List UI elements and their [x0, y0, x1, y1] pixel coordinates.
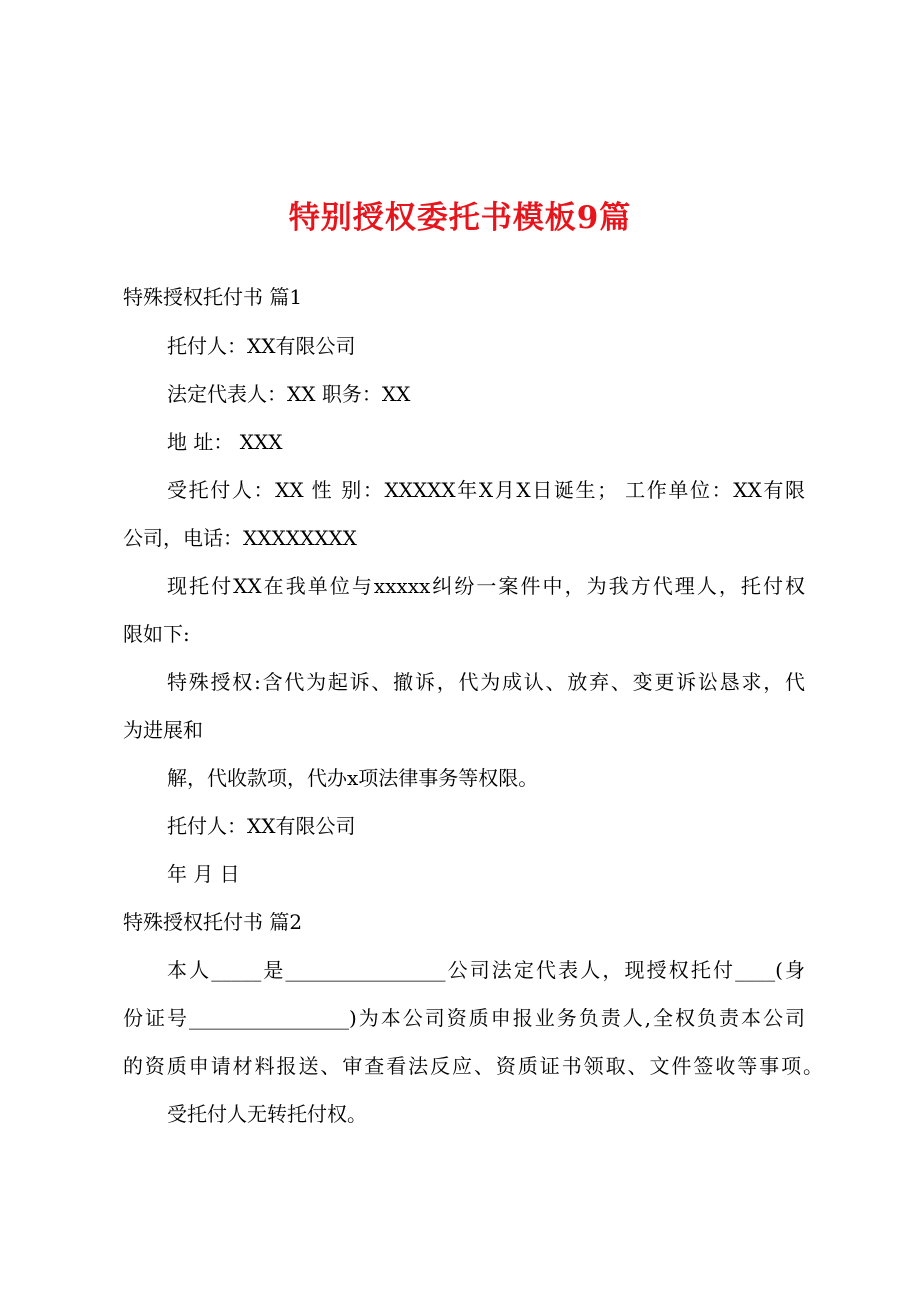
paragraph-line: 地 址： XXX	[167, 430, 283, 454]
section-heading-2: 特殊授权托付书 篇2	[123, 910, 303, 934]
paragraph-line: 受托付人无转托付权。	[167, 1102, 367, 1126]
paragraph-line: 为进展和	[123, 718, 203, 742]
section-heading-1: 特殊授权托付书 篇1	[123, 285, 303, 309]
document-title: 特别授权委托书模板9篇	[288, 200, 632, 236]
paragraph-line: 受托付人：XX 性 别：XXXXX年X月X日诞生； 工作单位：XX有限	[167, 478, 805, 502]
date-line: 年 月 日	[167, 862, 240, 886]
paragraph-line: 特殊授权:含代为起诉、撤诉，代为成认、放弃、变更诉讼恳求，代	[167, 670, 805, 694]
paragraph-line: 的资质申请材料报送、审查看法反应、资质证书领取、文件签收等事项。	[123, 1054, 823, 1078]
paragraph-line: 限如下:	[123, 622, 190, 646]
paragraph-line: 托付人：XX有限公司	[167, 814, 356, 838]
paragraph-line: 公司，电话：XXXXXXXX	[123, 526, 357, 550]
paragraph-line: 托付人：XX有限公司	[167, 334, 356, 358]
paragraph-line: 解，代收款项，代办x项法律事务等权限。	[167, 766, 539, 790]
paragraph-line: 本人_____是________________公司法定代表人，现授权托付____(身	[167, 958, 805, 982]
paragraph-line: 法定代表人：XX 职务：XX	[167, 382, 411, 406]
paragraph-line: 份证号________________)为本公司资质申报业务负责人,全权负责本公司	[123, 1006, 805, 1030]
paragraph-line: 现托付XX在我单位与xxxxx纠纷一案件中，为我方代理人，托付权	[167, 574, 805, 598]
